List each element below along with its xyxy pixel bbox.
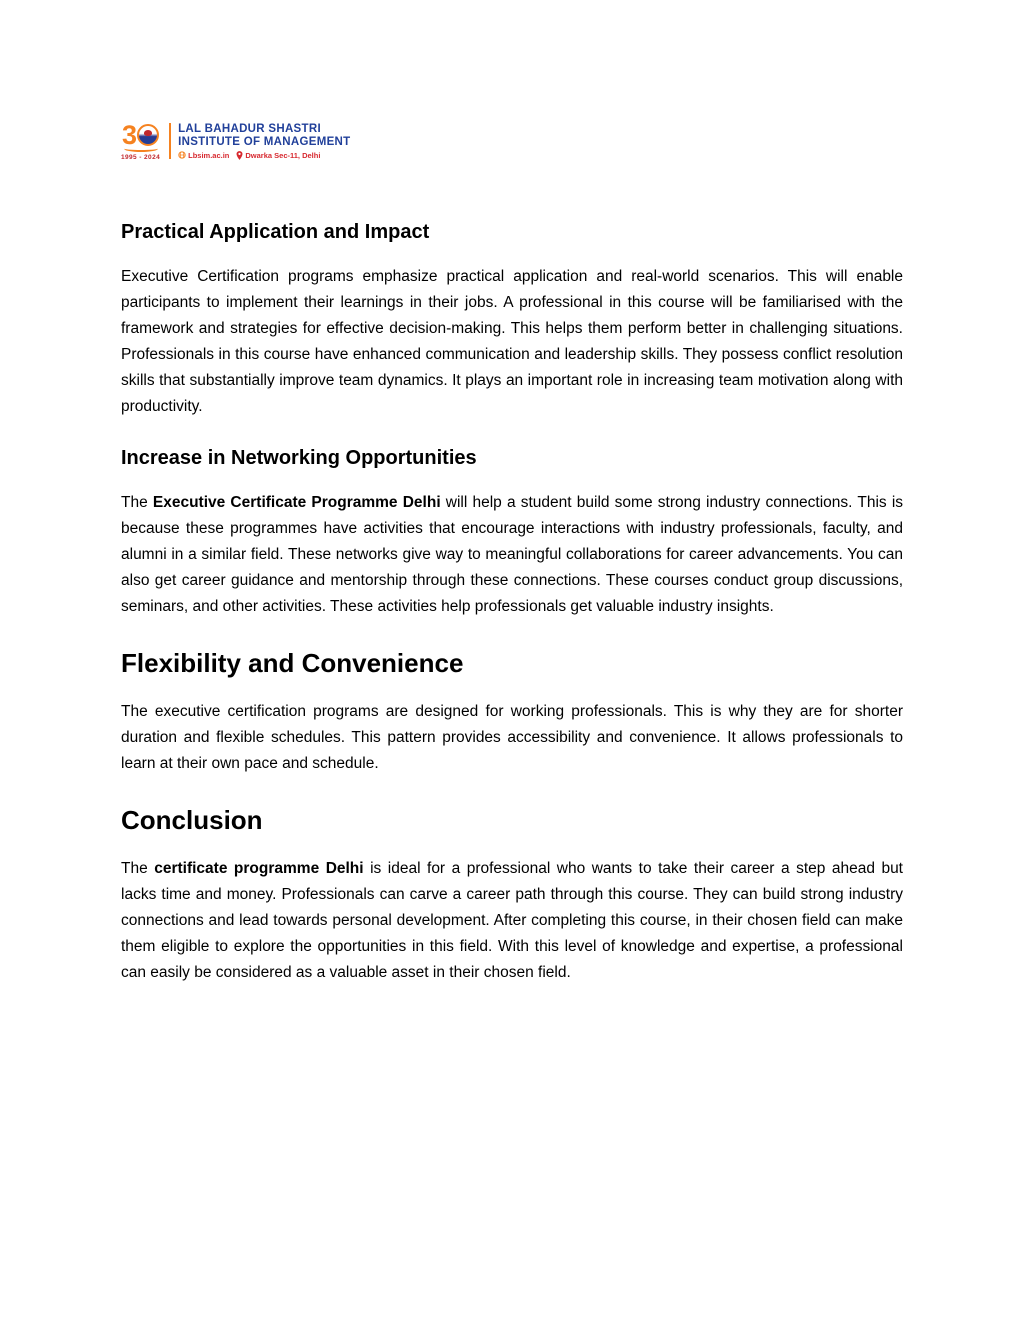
bold-programme-name: certificate programme Delhi: [154, 860, 364, 877]
heading-networking-opportunities: Increase in Networking Opportunities: [121, 447, 477, 469]
paragraph-conclusion: [121, 856, 903, 986]
paragraph-text: The: [121, 860, 155, 877]
logo-globe-zero-icon: [137, 124, 159, 146]
logo-portrait-dot: [144, 130, 152, 136]
location-pin-icon: [236, 151, 243, 160]
paragraph-practical-application: Executive Certification programs emphasize practical application and real-world scenarios. This will enable participants to implement their learnings in their jobs. A professional in this course will be familiarised with the framework and strategies for effective decision-making. This helps them perform better in challenging situations. Professionals in this course have enhanced communication and leadership skills. They possess conflict resolution skills that substantially improve team dynamics. It plays an important role in increasing team motivation along with productivity.: [121, 268, 903, 415]
institute-logo: [121, 118, 903, 164]
paragraph-text: will help a student build some strong industry connections. This is because these programmes have activities that encourage interactions with industry professionals, faculty, and alumni in a similar field. These networks give way to meaningful collaborations for career advancements. You can also get career guidance and mentorship through these connections. These courses conduct group discussions, seminars, and other activities. These activities help professionals get valuable industry insights.: [121, 494, 904, 615]
website-segment: [178, 151, 229, 160]
location-text: Dwarka Sec-11, Delhi: [245, 150, 321, 160]
paragraph-networking-opportunities: [121, 490, 903, 620]
logo-years: 1995 - 2024: [121, 153, 161, 161]
logo-30-glyph: [122, 119, 159, 150]
logo-digit-3: 3: [122, 119, 137, 150]
logo-text-block: [178, 123, 350, 160]
bold-programme-name: Executive Certificate Programme Delhi: [152, 494, 441, 511]
article-body: [121, 220, 903, 986]
institute-name-line1: LAL BAHADUR SHASTRI: [178, 122, 321, 135]
heading-practical-application: Practical Application and Impact: [121, 221, 430, 243]
paragraph-flexibility-convenience: The executive certification programs are designed for working professionals. This is why they are for shorter duration and flexible schedules. This pattern provides accessibility and convenience. It allows professionals to learn at their own pace and schedule.: [121, 703, 903, 772]
heading-conclusion: Conclusion: [121, 805, 263, 835]
globe-icon: [178, 151, 186, 159]
logo-divider: [169, 123, 171, 159]
website-text: Lbsim.ac.in: [188, 150, 230, 160]
institute-name-line2: INSTITUTE OF MANAGEMENT: [178, 135, 351, 148]
paragraph-text: The: [121, 494, 153, 511]
location-segment: [236, 151, 320, 160]
heading-flexibility-convenience: Flexibility and Convenience: [121, 648, 464, 678]
logo-swoosh: [124, 148, 158, 152]
paragraph-text: is ideal for a professional who wants to take their career a step ahead but lacks time and money. Professionals can carve a career path through this course. They can build strong industry connections and lead towards personal development. After completing this course, in their chosen field can make them eligible to explore the opportunities in this field. With this level of knowledge and expertise, a professional can easily be considered as a valuable asset in their chosen field.: [121, 860, 903, 981]
logo-30th-anniversary-mark: [121, 119, 161, 161]
logo-contact-line: [178, 151, 350, 160]
